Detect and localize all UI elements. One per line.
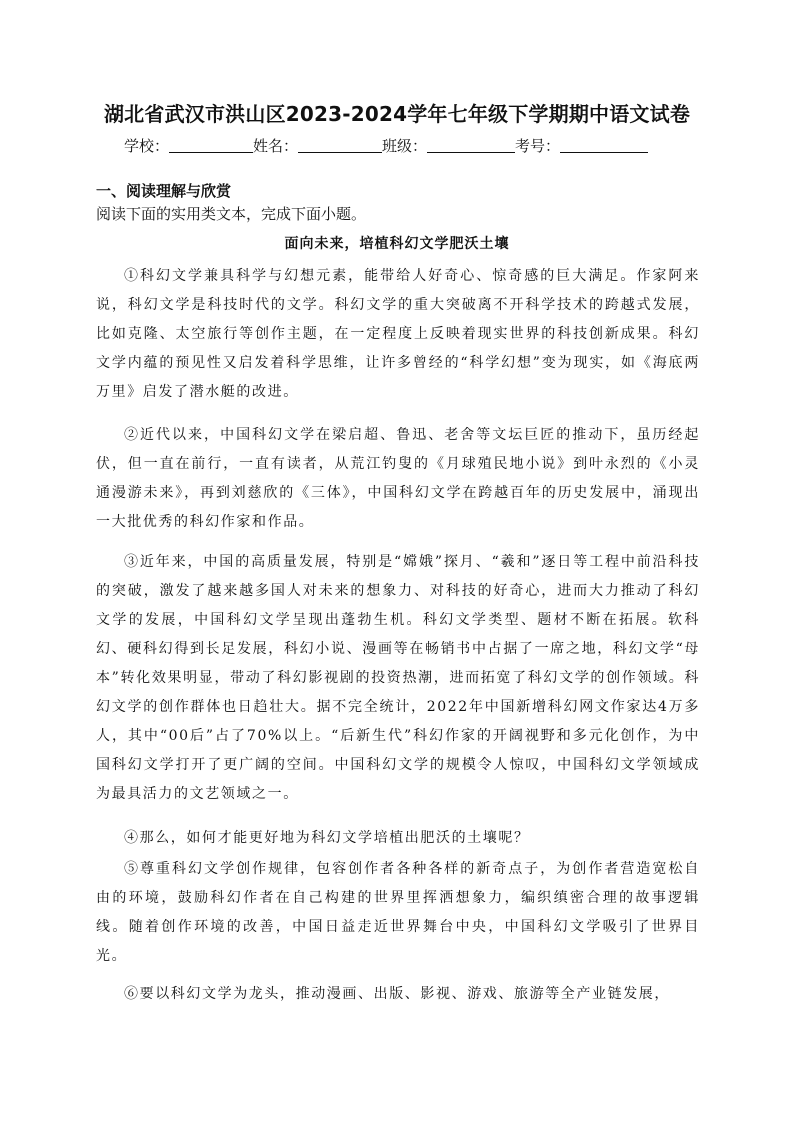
section-instruction: 阅读下面的实用类文本，完成下面小题。 — [96, 205, 367, 223]
student-info-line — [124, 135, 684, 157]
article-paragraph: ④那么，如何才能更好地为科幻文学培植出肥沃的土壤呢？ — [124, 830, 530, 846]
article-paragraph: ①科幻文学兼具科学与幻想元素，能带给人好奇心、惊奇感的巨大满足。作家阿来说，科幻文学是科技时代的文学。科幻文学的重大突破离不开科学技术的跨越式发展，比如克隆、太空旅行等创作主题，在一定程度上反映着现实世界的科技创新成果。科幻文学内蕴的预见性又启发着科学思维，让许多曾经的“科学幻想”变为现实，如《海底两万里》启发了潜水艇的改进。 — [96, 268, 700, 400]
article-title: 面向未来，培植科幻文学肥沃土壤 — [284, 236, 510, 252]
exam-title: 湖北省武汉市洪山区2023-2024学年七年级下学期期中语文试卷 — [103, 102, 691, 126]
school-blank[interactable] — [169, 136, 253, 153]
name-label: 姓名： — [253, 137, 299, 155]
article-paragraph: ⑥要以科幻文学为龙头，推动漫画、出版、影视、游戏、旅游等全产业链发展， — [124, 986, 670, 1002]
school-label: 学校： — [124, 137, 170, 155]
class-label: 班级： — [382, 137, 428, 155]
class-blank[interactable] — [427, 136, 515, 153]
article-paragraph: ②近代以来，中国科幻文学在梁启超、鲁迅、老舍等文坛巨匠的推动下，虽历经起伏，但一直在前行，一直有读者，从荒江钓叟的《月球殖民地小说》到叶永烈的《小灵通漫游未来》，再到刘慈欣的《三体》，中国科幻文学在跨越百年的历史发展中，涌现出一大批优秀的科幻作家和作品。 — [96, 427, 700, 530]
name-blank[interactable] — [298, 136, 382, 153]
exam-number-blank[interactable] — [560, 136, 648, 153]
exam-number-label: 考号： — [515, 137, 561, 155]
section-heading: 一、阅读理解与欣赏 — [96, 182, 232, 200]
article-paragraph: ③近年来，中国的高质量发展，特别是“嫦娥”探月、“羲和”逐日等工程中前沿科技的突破，激发了越来越多国人对未来的想象力、对科技的好奇心，进而大力推动了科幻文学的发展，中国科幻文学呈现出蓬勃生机。科幻文学类型、题材不断在拓展。软科幻、硬科幻得到长足发展，科幻小说、漫画等在畅销书中占据了一席之地，科幻文学“母本”转化效果明显，带动了科幻影视剧的投资热潮，进而拓宽了科幻文学的创作领域。科幻文学的创作群体也日趋壮大。据不完全统计，2022年中国新增科幻网文作家达4万多人，其中“00后”占了70%以上。“后新生代”科幻作家的开阔视野和多元化创作，为中国科幻文学打开了更广阔的空间。中国科幻文学的规模令人惊叹，中国科幻文学领域成为最具活力的文艺领域之一。 — [96, 554, 700, 802]
article-paragraph: ⑤尊重科幻文学创作规律，包容创作者各种各样的新奇点子，为创作者营造宽松自由的环境，鼓励科幻作者在自己构建的世界里挥洒想象力，编织缜密合理的故事逻辑线。随着创作环境的改善，中国日益走近世界舞台中央，中国科幻文学吸引了世界目光。 — [96, 861, 700, 964]
